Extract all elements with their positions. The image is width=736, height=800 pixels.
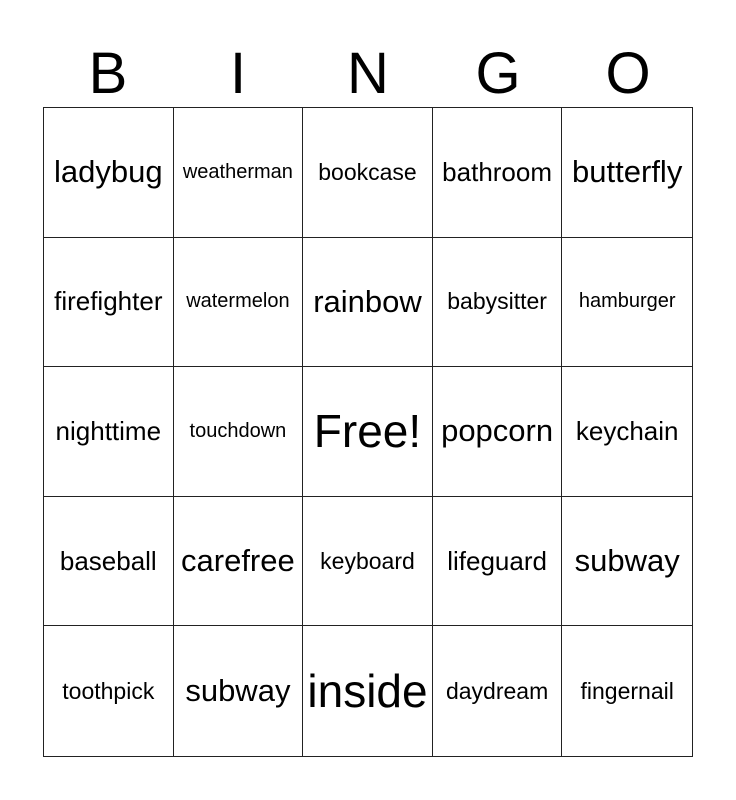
bingo-cell-r5-c4[interactable]: daydream — [433, 626, 563, 756]
bingo-cell-r3-c1[interactable]: nighttime — [44, 367, 174, 497]
bingo-cell-r4-c2[interactable]: carefree — [174, 497, 304, 627]
bingo-cell-r3-c2[interactable]: touchdown — [174, 367, 304, 497]
bingo-cell-r5-c1[interactable]: toothpick — [44, 626, 174, 756]
bingo-cell-r3-c4[interactable]: popcorn — [433, 367, 563, 497]
bingo-card-grid — [43, 107, 693, 757]
bingo-cell-r5-c2[interactable]: subway — [174, 626, 304, 756]
bingo-free-space[interactable]: Free! — [303, 367, 433, 497]
bingo-cell-r2-c3[interactable]: rainbow — [303, 238, 433, 368]
bingo-cell-r5-c5[interactable]: fingernail — [580, 677, 674, 704]
header-letter-n: N — [347, 41, 389, 106]
bingo-cell-r4-c1[interactable]: baseball — [44, 497, 174, 627]
bingo-cell-r1-c2[interactable]: weatherman — [174, 108, 304, 238]
bingo-cell-r2-c2[interactable]: watermelon — [174, 238, 304, 368]
bingo-header — [43, 40, 693, 108]
bingo-cell-r4-c5[interactable]: subway — [562, 497, 692, 627]
bingo-cell-r3-c5[interactable]: keychain — [562, 367, 692, 497]
header-letter-g: G — [475, 41, 521, 106]
header-letter-b: B — [88, 41, 128, 106]
header-letter-o: O — [605, 41, 651, 106]
bingo-cell-r1-c3[interactable]: bookcase — [303, 108, 433, 238]
bingo-cell-r1-c4[interactable]: bathroom — [433, 108, 563, 238]
bingo-cell-r2-c4[interactable]: babysitter — [433, 238, 563, 368]
header-letter-i: I — [229, 41, 247, 106]
bingo-cell-r4-c3[interactable]: keyboard — [303, 497, 433, 627]
bingo-cell-r2-c5[interactable]: hamburger — [562, 238, 692, 368]
bingo-cell-r1-c1[interactable]: ladybug — [44, 108, 174, 238]
bingo-cell-r4-c4[interactable]: lifeguard — [433, 497, 563, 627]
bingo-cell-r1-c5[interactable]: butterfly — [562, 108, 692, 238]
bingo-cell-r2-c1[interactable]: firefighter — [44, 238, 174, 368]
bingo-cell-r5-c3[interactable]: inside — [303, 626, 433, 756]
